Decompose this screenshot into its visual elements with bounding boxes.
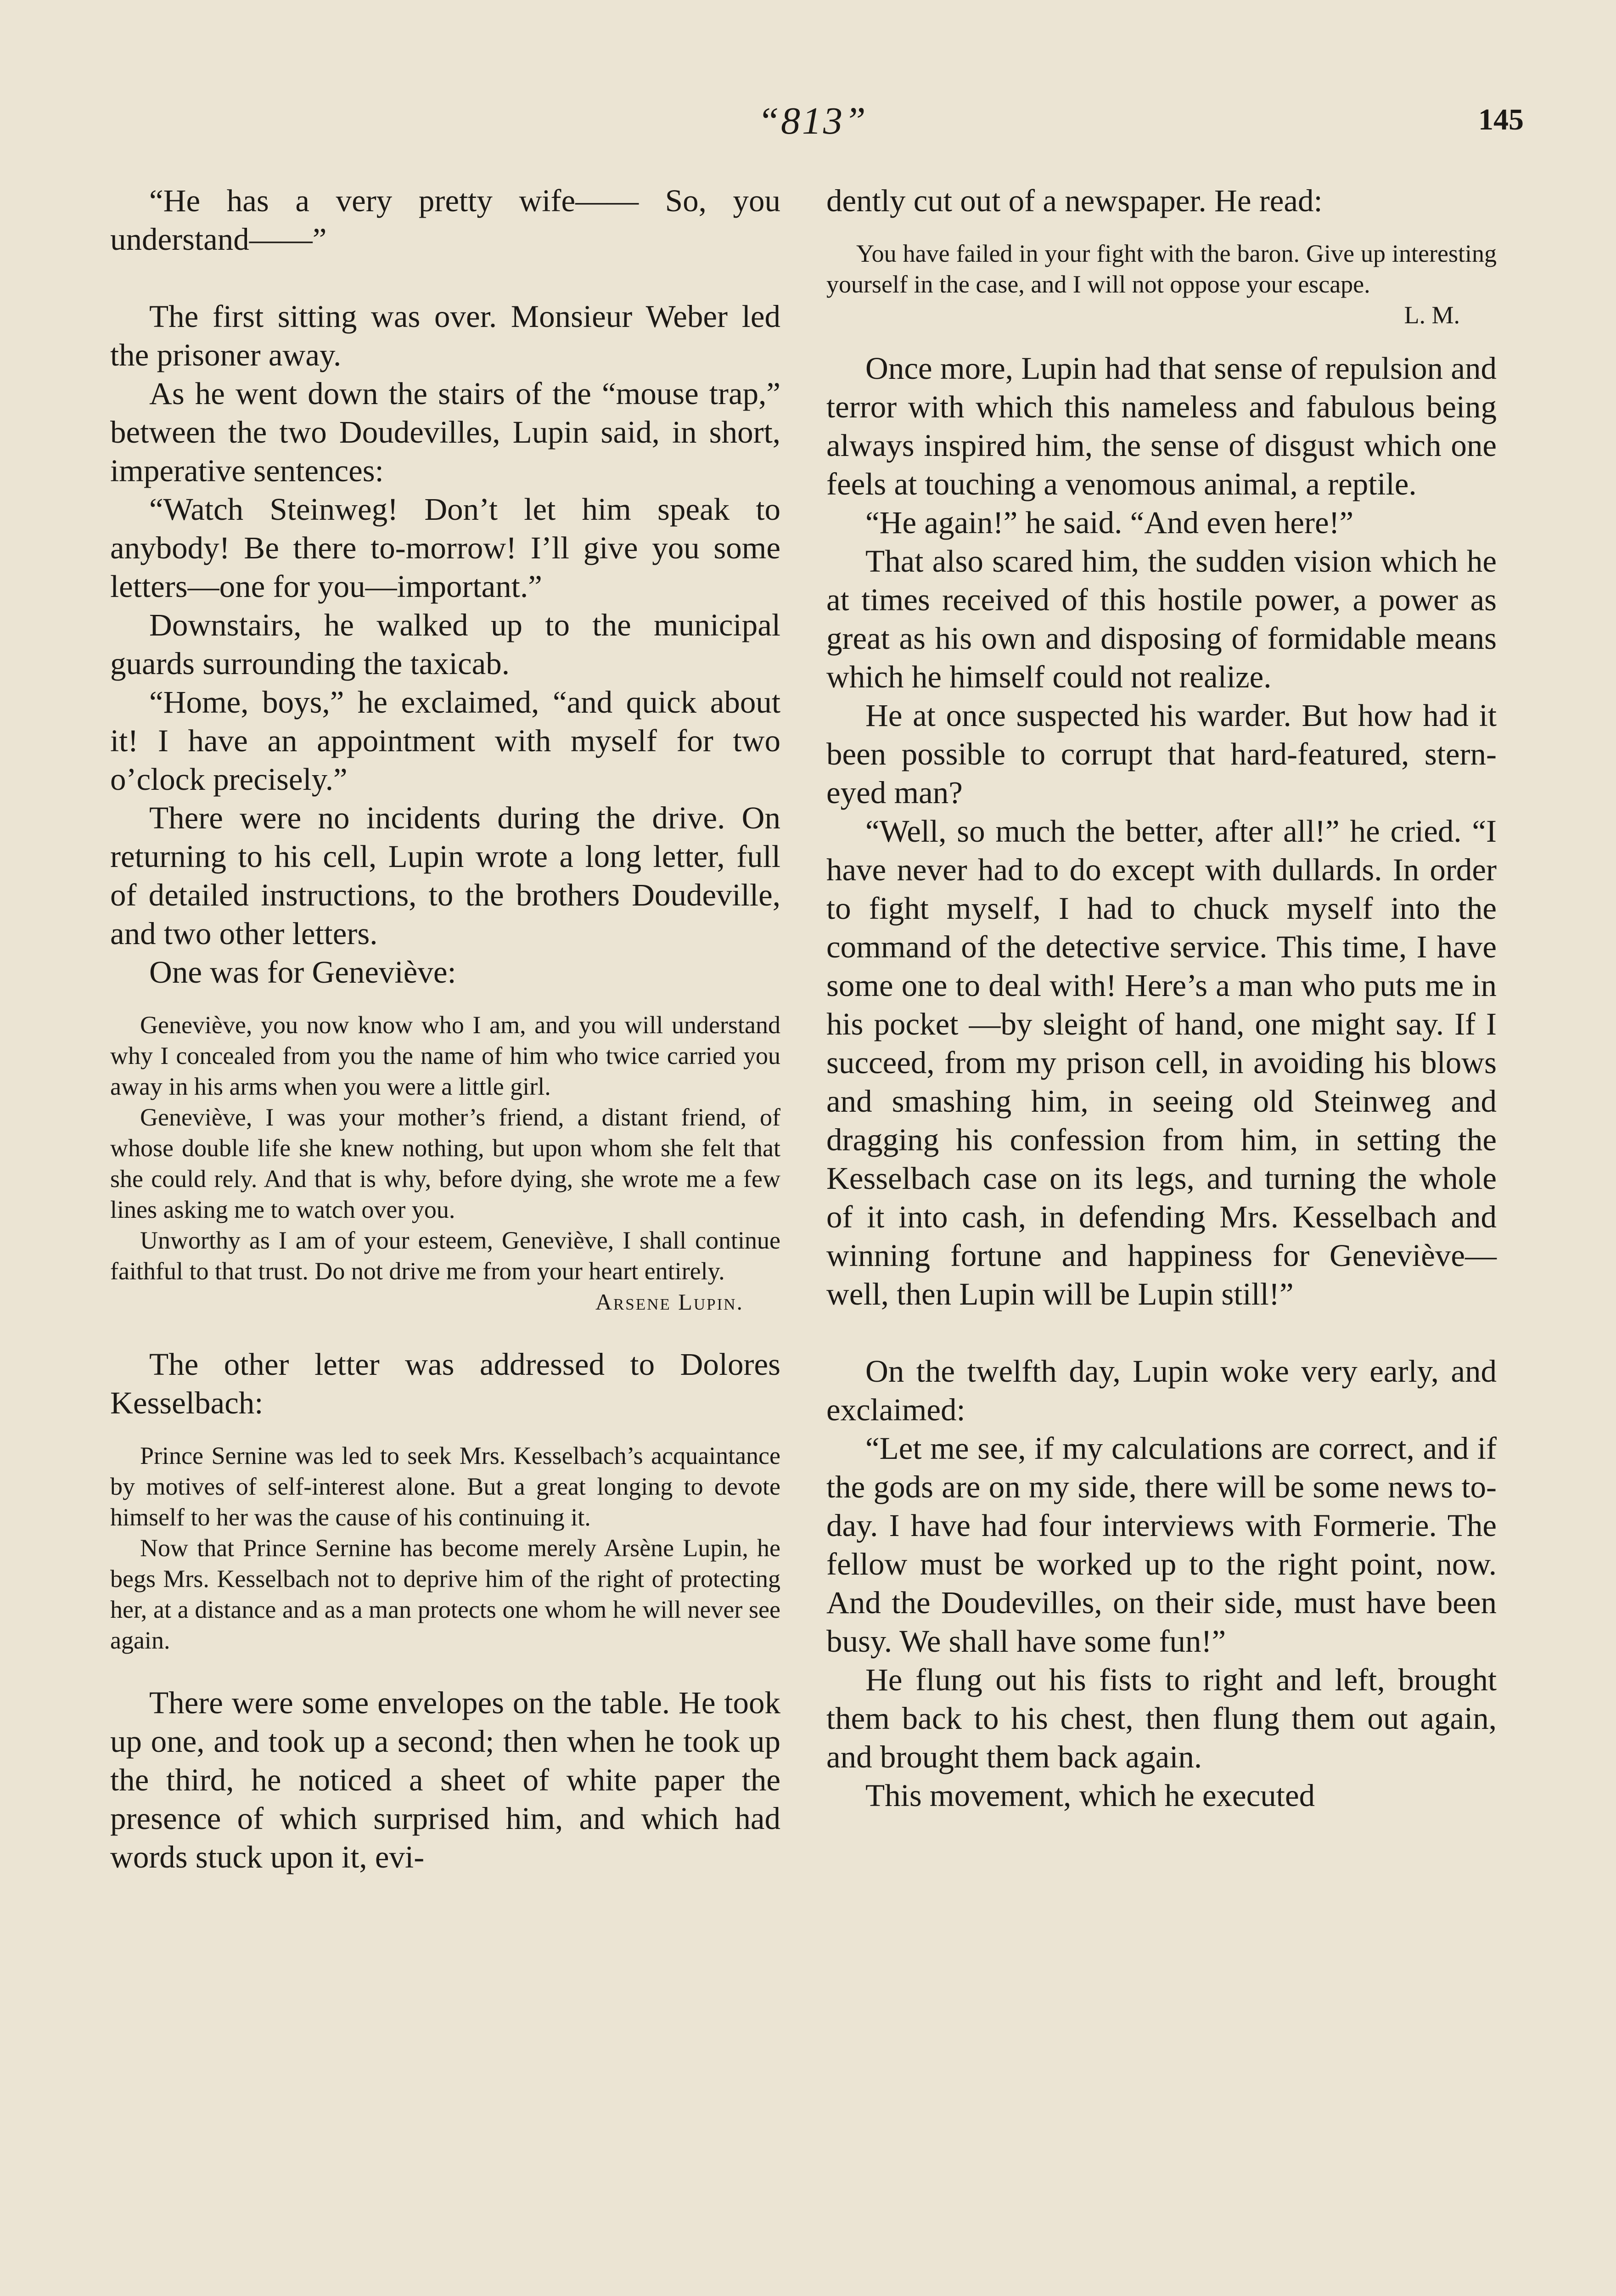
paragraph: “He has a very pretty wife—— So, you understand——”	[110, 183, 780, 257]
paragraph: “He again!” he said. “And even here!”	[865, 505, 1354, 540]
letter-signature: Arsene Lupin.	[595, 1289, 744, 1315]
paragraph: dently cut out of a newspaper. He read:	[826, 183, 1323, 218]
paragraph: “Home, boys,” he exclaimed, “and quick about it! I have an appointment with myself for two o’clock precisely.”	[110, 685, 780, 797]
right-column	[826, 181, 1497, 1815]
paragraph: Once more, Lupin had that sense of repulsion and terror with which this nameless and fabulous being always inspired him, the sense of disgust which one feels at touching a venomous animal, a reptile.	[826, 351, 1497, 501]
letter-paragraph: Geneviève, you now know who I am, and you will understand why I concealed from you the name of him who twice carried you away in his arms when you were a little girl.	[110, 1011, 780, 1100]
paragraph: One was for Geneviève:	[149, 955, 456, 990]
letter-to-genevieve	[110, 1010, 780, 1317]
letter-paragraph: Now that Prince Sernine has become merely Arsène Lupin, he begs Mrs. Kesselbach not to deprive him of the right of protecting her, at a distance and as a man protects one whom he will never see again.	[110, 1534, 780, 1654]
paragraph: On the twelfth day, Lupin woke very early, and exclaimed:	[826, 1354, 1497, 1427]
paragraph: He at once suspected his warder. But how had it been possible to corrupt that hard-featured, stern-eyed man?	[826, 698, 1497, 810]
paragraph: That also scared him, the sudden vision which he at times received of this hostile power, a power as great as his own and disposing of formidable means which he himself could not realize.	[826, 544, 1497, 694]
letter-to-dolores	[110, 1441, 780, 1656]
letter-paragraph: Geneviève, I was your mother’s friend, a distant friend, of whose double life she knew nothing, but upon whom she felt that she could rely. And that is why, before dying, she wrote me a few lines asking me to watch over you.	[110, 1103, 780, 1223]
running-title: “813”	[758, 100, 868, 142]
paragraph: Downstairs, he walked up to the municipal guards surrounding the taxicab.	[110, 608, 780, 681]
paragraph: This movement, which he executed	[865, 1778, 1315, 1813]
page-number: 145	[1478, 103, 1524, 136]
letter-paragraph: Prince Sernine was led to seek Mrs. Kesselbach’s acquaintance by motives of self-interest alone. But a great longing to devote himself to her was the cause of his continuing it.	[110, 1442, 780, 1531]
paragraph: There were some envelopes on the table. He took up one, and took up a second; then when he took up the third, he noticed a sheet of white paper the presence of which surprised him, and which had words stuck upon it, evi-	[110, 1685, 780, 1874]
paragraph: “Let me see, if my calculations are correct, and if the gods are on my side, there will be some news to-day. I have had four interviews with Formerie. The fellow must be worked up to the right point, now. And the Doudevilles, on their side, must have been busy. We shall have some fun!”	[826, 1431, 1497, 1659]
paragraph: “Watch Steinweg! Don’t let him speak to anybody! Be there to-morrow! I’ll give you some letters—one for you—important.”	[110, 492, 780, 604]
paragraph: The other letter was addressed to Dolores Kesselbach:	[110, 1347, 780, 1420]
paragraph: There were no incidents during the drive. On returning to his cell, Lupin wrote a long letter, full of detailed instructions, to the brothers Doudeville, and two other letters.	[110, 800, 780, 951]
paragraph: “Well, so much the better, after all!” he cried. “I have never had to do except with dullards. In order to fight myself, I had to chuck myself into the command of the detective service. This time, I have some one to deal with! Here’s a man who puts me in his pocket —by sleight of hand, one might say. If I succeed, from my prison cell, in avoiding his blows and smashing him, in seeing old Steinweg and dragging his confession from him, in setting the Kesselbach case on its legs, and turning the whole of it into cash, in defending Mrs. Kesselbach and winning fortune and happiness for Geneviève—well, then Lupin will be Lupin still!”	[826, 814, 1497, 1311]
paragraph: The first sitting was over. Monsieur Weber led the prisoner away.	[110, 299, 780, 372]
note-signature: L. M.	[1404, 301, 1460, 329]
newspaper-note	[826, 238, 1497, 331]
note-text: You have failed in your fight with the baron. Give up interesting yourself in the case, and I will not oppose your escape.	[826, 240, 1497, 298]
paragraph: As he went down the stairs of the “mouse trap,” between the two Doudevilles, Lupin said, in short, imperative sentences:	[110, 376, 780, 488]
page-header	[0, 99, 1616, 154]
letter-paragraph: Unworthy as I am of your esteem, Geneviève, I shall continue faithful to that trust. Do not drive me from your heart entirely.	[110, 1227, 780, 1285]
paragraph: He flung out his fists to right and left, brought them back to his chest, then flung them out again, and brought them back again.	[826, 1662, 1497, 1774]
left-column	[110, 181, 780, 1876]
